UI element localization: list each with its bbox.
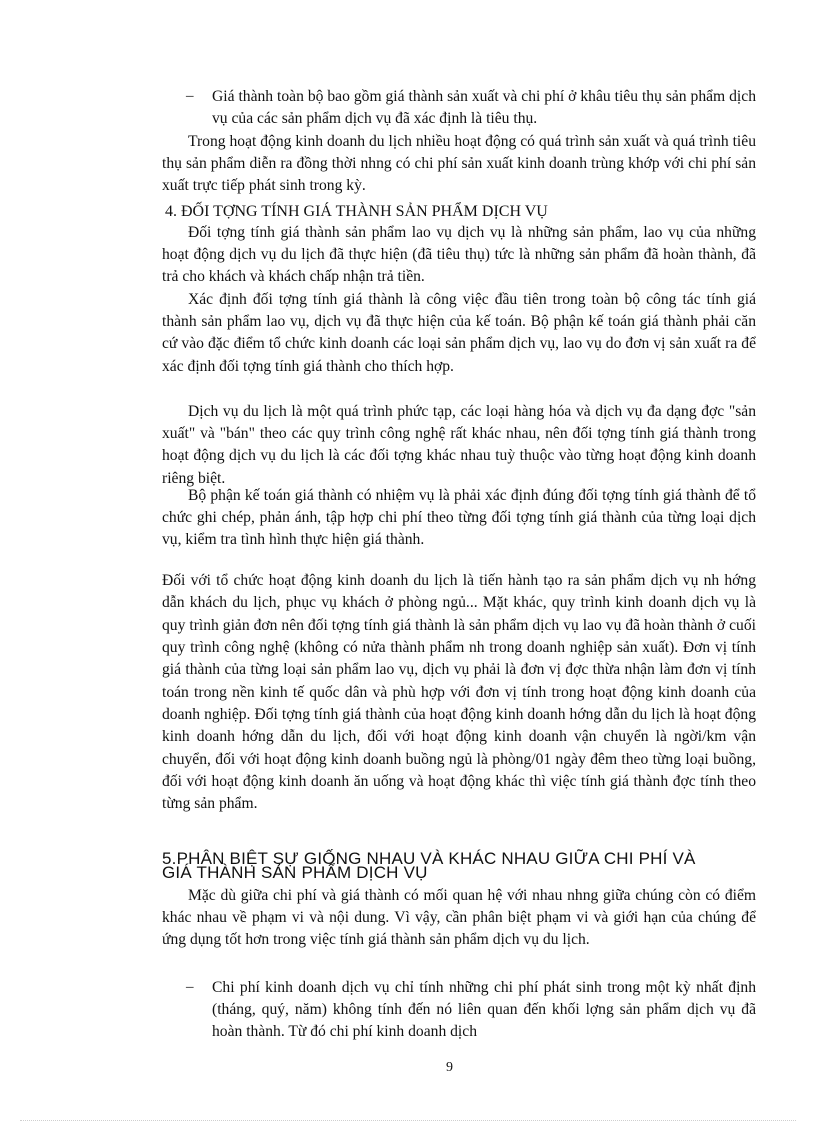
paragraph: Trong hoạt động kinh doanh du lịch nhiều hoạt động có quá trình sản xuất và quá trình tiêu thụ sản phẩm diễn ra đồng thời nhng có chi phí sản xuất kinh doanh trùng khớp với chi phí sản xuất trực tiếp phát sinh trong kỳ. [162,133,756,195]
paragraph: Mặc dù giữa chi phí và giá thành có mối quan hệ với nhau nhng giữa chúng còn có điểm khác nhau về phạm vi và nội dung. Vì vậy, cần phân biệt phạm vi và giới hạn của chúng để ứng dụng tốt hơn trong việc tính giá thành sản phẩm dịch vụ du lịch. [162,887,756,949]
page-bottom-divider [20,1120,796,1121]
paragraph: Đối tợng tính giá thành sản phẩm lao vụ dịch vụ là những sản phẩm, lao vụ của những hoạt động dịch vụ du lịch đã thực hiện (đã tiêu thụ) tức là những sản phẩm đã hoàn thành, đã trả cho khách và khách chấp nhận trả tiền. [162,224,756,286]
bullet-dash: – [186,979,194,995]
paragraph: Dịch vụ du lịch là một quá trình phức tạp, các loại hàng hóa và dịch vụ đa dạng đợc "sản xuất" và "bán" theo các quy trình công nghệ rất khác nhau, nên đối tợng tính giá thành trong hoạt động dịch vụ du lịch là các đối tợng khác nhau tuỳ thuộc vào từng hoạt động kinh doanh riêng biệt. [162,403,756,487]
section-heading-line2: GIÁ THÀNH SẢN PHẨM DỊCH VỤ [162,863,428,882]
paragraph: Xác định đối tợng tính giá thành là công việc đầu tiên trong toàn bộ công tác tính giá thành sản phẩm lao vụ, dịch vụ đã thực hiện của kế toán. Bộ phận kế toán giá thành phải căn cứ vào đặc điểm tổ chức kinh doanh các loại sản phẩm dịch vụ, lao vụ do đơn vị sản xuất ra để xác định đối tợng tính giá thành cho thích hợp. [162,291,756,375]
bullet-dash: – [186,88,194,104]
bullet-item: Giá thành toàn bộ bao gồm giá thành sản xuất và chi phí ở khâu tiêu thụ sản phẩm dịch vụ của các sản phẩm dịch vụ đã xác định là tiêu thụ. [212,88,756,128]
page-number: 9 [446,1060,453,1075]
paragraph: Đối với tổ chức hoạt động kinh doanh du lịch là tiến hành tạo ra sản phẩm dịch vụ nh hớng dẫn khách du lịch, phục vụ khách ở phòng ngủ... Mặt khác, quy trình kinh doanh dịch vụ là quy trình giản đơn nên đối tợng tính giá thành là sản phẩm dịch vụ lao vụ đã hoàn thành ở cuối quy trình công nghệ (không có nửa thành phẩm nh trong doanh nghiệp sản xuất). Đơn vị tính giá thành của từng loại sản phẩm lao vụ, dịch vụ phải là đơn vị đợc thừa nhận làm đơn vị tính toán trong nền kinh tế quốc dân và phù hợp với đơn vị tính trong hoạt động kinh doanh của doanh nghiệp. Đối tợng tính giá thành của hoạt động kinh doanh hớng dẫn du lịch là hoạt động kinh doanh hớng dẫn du lịch, đối với hoạt động kinh doanh vận chuyển là ngời/km vận chuyển, đối với hoạt động kinh doanh buồng ngủ là phòng/01 ngày đêm theo từng loại buồng, đối với hoạt động kinh doanh ăn uống và hoạt động khác thì việc tính giá thành đợc tính theo từng sản phẩm. [162,572,756,813]
section-heading-line1: 5.PHÂN BIỆT SỰ GIỐNG NHAU VÀ KHÁC NHAU GIỮA CHI PHÍ VÀ [162,849,696,868]
section-heading: 4. ĐỐI TỢNG TÍNH GIÁ THÀNH SẢN PHẨM DỊCH VỤ [165,203,548,220]
bullet-item: Chi phí kinh doanh dịch vụ chỉ tính những chi phí phát sinh trong một kỳ nhất định (tháng, quý, năm) không tính đến nó liên quan đến khối lợng sản phẩm dịch vụ đã hoàn thành. Từ đó chi phí kinh doanh dịch [212,979,756,1041]
paragraph: Bộ phận kế toán giá thành có nhiệm vụ là phải xác định đúng đối tợng tính giá thành để tổ chức ghi chép, phản ánh, tập hợp chi phí theo từng đối tợng tính giá thành của từng loại dịch vụ, kiểm tra tình hình thực hiện giá thành. [162,487,756,549]
